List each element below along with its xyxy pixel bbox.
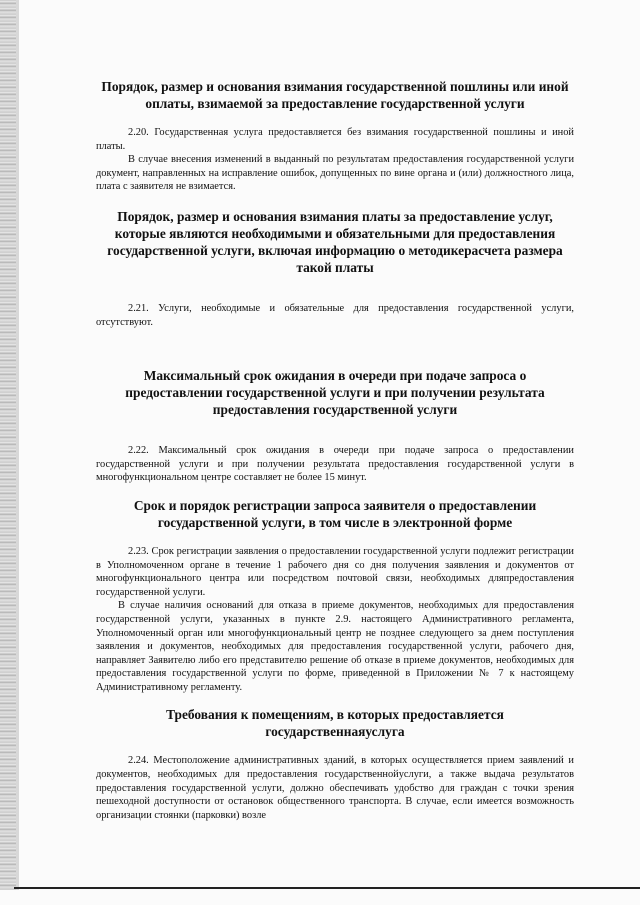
section-heading: Порядок, размер и основания взимания платы за предоставление услуг, которые являются необходимыми и обязательными для предоставления государственной услуги, включая информацию о методикерасчета размера такой платы [107,208,563,275]
document-page [96,70,574,822]
paragraph-2-22: 2.22. Максимальный срок ожидания в очереди при подаче запроса о предоставлении государственной услуги и при получении результата предоставления государственной услуги в многофункциональном центре составляет не более 15 минут. [96,445,574,484]
paragraph-2-20: 2.20. Государственная услуга предоставляется без взимания государственной пошлины и иной платы. [96,127,574,152]
paragraph-2-24: 2.24. Местоположение административных зданий, в которых осуществляется прием заявлений и документов, необходимых для предоставления государственнойуслуги, а также выдача результатов предоставления государственной услуги, должно обеспечивать удобство для граждан с точки зрения пешеходной доступности от остановок общественного транспорта. В случае, если имеется возможность организации стоянки (парковки) возле [96,755,574,821]
section-heading: Порядок, размер и основания взимания государственной пошлины или иной оплаты, взимаемой за предоставление государственной услуги [101,79,569,111]
section-queue-time [96,367,574,485]
section-premises [96,706,574,822]
section-service-fee [96,208,574,329]
section-heading: Требования к помещениям, в которых предоставляется государственнаяуслуга [166,707,504,740]
section-heading: Максимальный срок ожидания в очереди при подаче запроса о предоставлении государственной услуги и при получении результата предоставления государственной услуги [125,368,545,418]
page-bottom-edge [14,887,640,889]
paragraph-2-21: 2.21. Услуги, необходимые и обязательные для предоставления государственной услуги, отсутствуют. [96,302,574,328]
paragraph: В случае наличия оснований для отказа в приеме документов, необходимых для предоставления государственной услуги, указанных в пункте 2.9. настоящего Административного регламента, Уполномоченный орган или многофункциональный центр не позднее следующего за днем поступления заявления и документов, необходимых для предоставления государственной услуги, рабочего дня, направляет Заявителю либо его представителю решение об отказе в приеме документов, необходимых для предоставления государственной услуги по форме, приведенной в Приложении № 7 к настоящему Административному регламенту. [96,600,574,693]
section-heading: Срок и порядок регистрации запроса заявителя о предоставлении государственной услуги, в том числе в электронной форме [133,497,537,530]
scan-edge-shadow [16,0,19,890]
section-registration [96,497,574,695]
paragraph-2-23: 2.23. Срок регистрации заявления о предоставлении государственной услуги подлежит регистрации в Уполномоченном органе в течение 1 рабочего дня со дня получения заявления и документов от многофункционального центра или посредством почтовой связи, необходимых дляпредоставления государственной услуги. [96,545,574,598]
section-state-fee [96,78,574,194]
scan-edge [0,0,16,890]
paragraph: В случае внесения изменений в выданный по результатам предоставления государственной услуги документ, направленных на исправление ошибок, допущенных по вине органа и (или) должностного лица, плата с заявителя не взимается. [96,154,574,193]
